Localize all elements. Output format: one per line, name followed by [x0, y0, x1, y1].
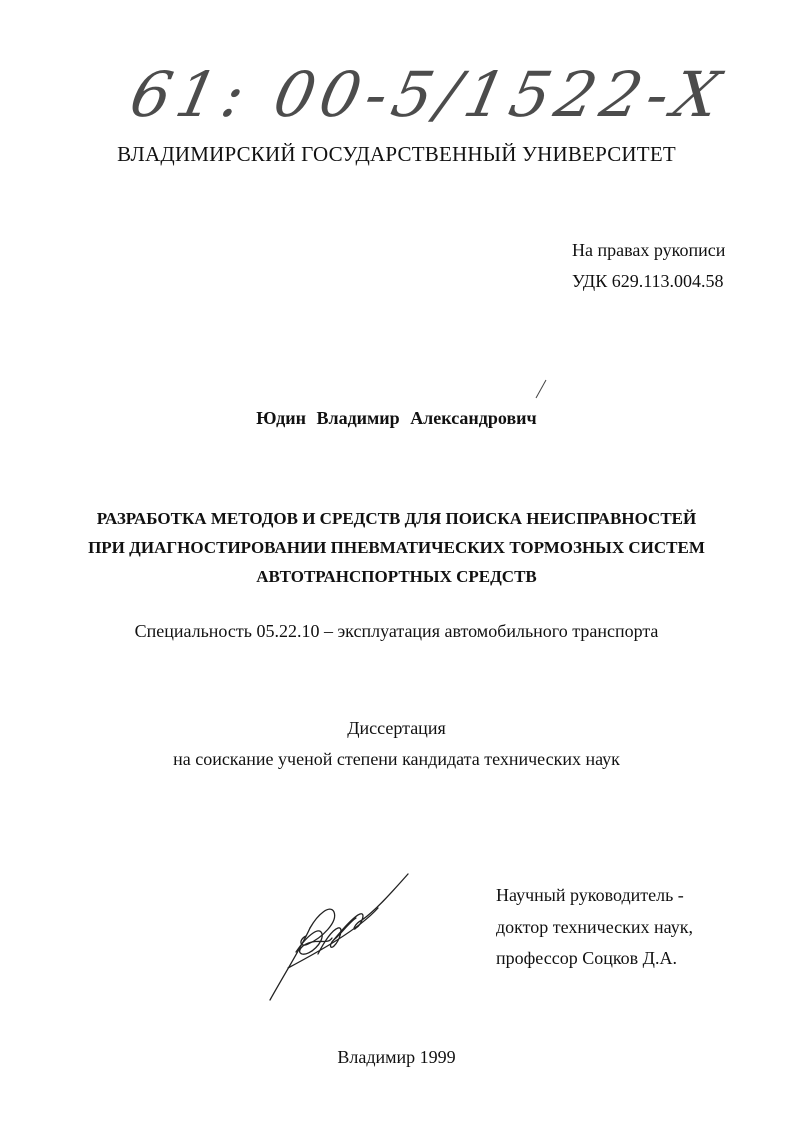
- supervisor-role: Научный руководитель -: [496, 885, 684, 905]
- specialty: Специальность 05.22.10 – эксплуатация автомобильного транспорта: [134, 621, 659, 641]
- udk-code: УДК 629.113.004.58: [572, 271, 724, 291]
- title-line: ПРИ ДИАГНОСТИРОВАНИИ ПНЕВМАТИЧЕСКИХ ТОРМОЗНЫХ СИСТЕМ: [88, 538, 705, 557]
- university-name: ВЛАДИМИРСКИЙ ГОСУДАРСТВЕННЫЙ УНИВЕРСИТЕТ: [117, 142, 676, 166]
- degree-statement: на соискание ученой степени кандидата технических наук: [173, 749, 620, 769]
- supervisor-name: профессор Соцков Д.А.: [496, 948, 677, 968]
- document-type: Диссертация: [347, 718, 446, 738]
- title-line: АВТОТРАНСПОРТНЫХ СРЕДСТВ: [256, 567, 537, 586]
- manuscript-note: На правах рукописи: [572, 240, 726, 260]
- dissertation-title: [40, 504, 753, 591]
- supervisor-degree: доктор технических наук,: [496, 917, 693, 937]
- signature: [258, 868, 418, 1008]
- pen-mark: [534, 378, 548, 400]
- title-line: РАЗРАБОТКА МЕТОДОВ И СРЕДСТВ ДЛЯ ПОИСКА НЕИСПРАВНОСТЕЙ: [96, 509, 697, 528]
- handwritten-archive-number: 61: 00-5/1522-Х: [124, 58, 733, 131]
- city-year: Владимир 1999: [337, 1047, 456, 1067]
- author-name: Юдин Владимир Александрович: [256, 408, 537, 428]
